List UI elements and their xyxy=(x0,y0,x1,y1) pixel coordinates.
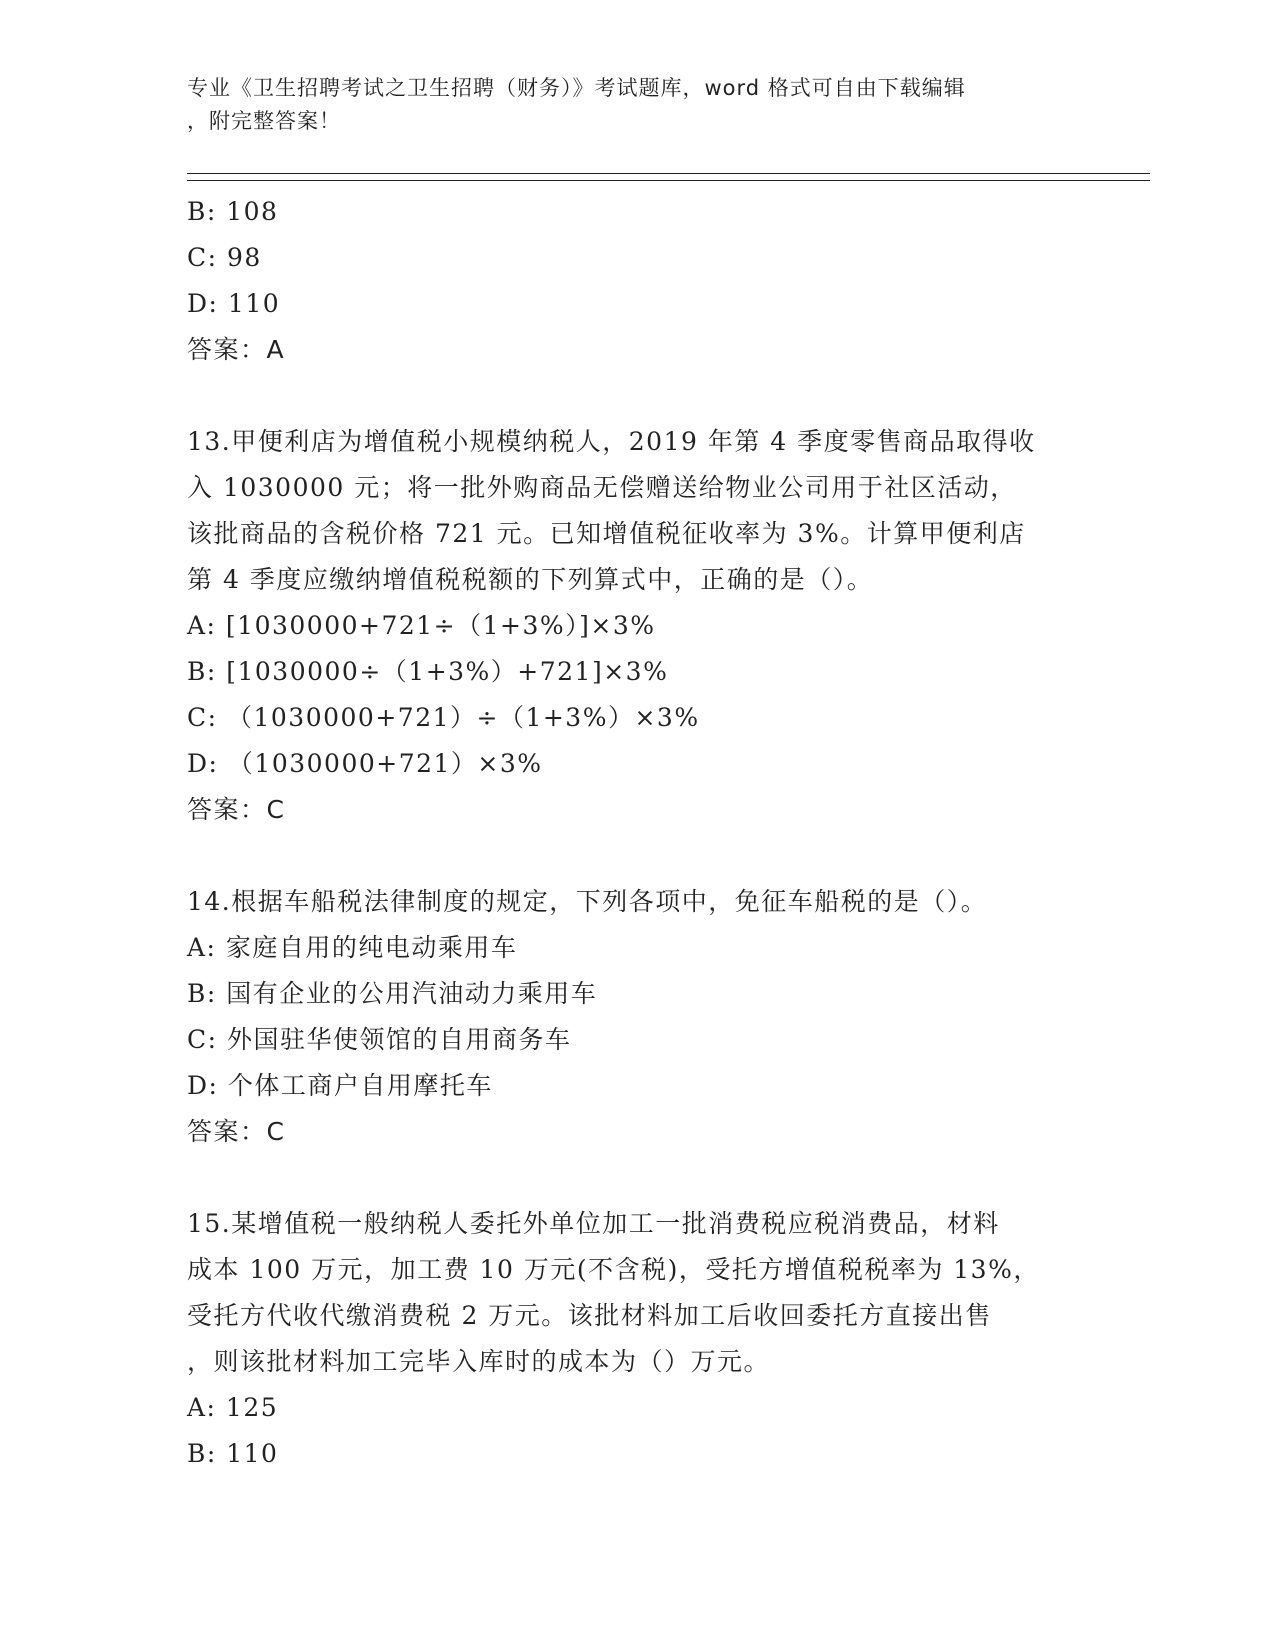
question-text-line: 入 1030000 元；将一批外购商品无偿赠送给物业公司用于社区活动， xyxy=(187,473,1017,502)
question-text-line: 该批商品的含税价格 721 元。已知增值税征收率为 3%。计算甲便利店 xyxy=(187,519,1026,548)
header-rule-top xyxy=(187,173,1150,174)
option-d: D: （1030000+721）×3% xyxy=(187,749,543,778)
question-text-line: 第 4 季度应缴纳增值税税额的下列算式中，正确的是（）。 xyxy=(187,565,874,594)
option-b: B: 国有企业的公用汽油动力乘用车 xyxy=(187,979,598,1008)
option-d: D: 个体工商户自用摩托车 xyxy=(187,1071,493,1100)
option-c: C: 外国驻华使领馆的自用商务车 xyxy=(187,1025,572,1054)
question-14 xyxy=(187,879,1087,1155)
option-a: A: [1030000+721÷（1+3%）]×3% xyxy=(187,611,656,640)
question-13 xyxy=(187,419,1087,833)
option-c: C: （1030000+721）÷（1+3%）×3% xyxy=(187,703,700,732)
option-a: A: 家庭自用的纯电动乘用车 xyxy=(187,933,518,962)
question-text-line: 成本 100 万元，加工费 10 万元(不含税)，受托方增值税税率为 13%， xyxy=(187,1255,1040,1284)
spacer xyxy=(187,373,1087,419)
answer-label: 答案：C xyxy=(187,1117,286,1146)
option-c: C: 98 xyxy=(187,243,262,272)
question-list xyxy=(187,189,1087,1477)
option-b: B: [1030000÷（1+3%）+721]×3% xyxy=(187,657,669,686)
question-text-line: ，则该批材料加工完毕入库时的成本为（）万元。 xyxy=(187,1347,771,1376)
question-15 xyxy=(187,1201,1087,1477)
question-text-line: 14.根据车船税法律制度的规定，下列各项中，免征车船税的是（）。 xyxy=(187,887,988,916)
header-line-1: 专业《卫生招聘考试之卫生招聘（财务）》考试题库，word 格式可自由下载编辑 xyxy=(187,76,966,100)
option-a: A: 125 xyxy=(187,1393,279,1422)
answer-label: 答案：A xyxy=(187,335,286,364)
header-rule-bottom xyxy=(187,180,1150,181)
document-header xyxy=(187,72,1087,138)
spacer xyxy=(187,1155,1087,1201)
question-text-line: 15.某增值税一般纳税人委托外单位加工一批消费税应税消费品，材料 xyxy=(187,1209,1000,1238)
question-text-line: 13.甲便利店为增值税小规模纳税人，2019 年第 4 季度零售商品取得收 xyxy=(187,427,1036,456)
spacer xyxy=(187,833,1087,879)
header-line-2: ，附完整答案！ xyxy=(187,109,341,133)
question-12-tail xyxy=(187,189,1087,373)
answer-label: 答案：C xyxy=(187,795,286,824)
question-text-line: 受托方代收代缴消费税 2 万元。该批材料加工后收回委托方直接出售 xyxy=(187,1301,992,1330)
option-b: B: 110 xyxy=(187,1439,279,1468)
option-d: D: 110 xyxy=(187,289,281,318)
option-b: B: 108 xyxy=(187,197,279,226)
